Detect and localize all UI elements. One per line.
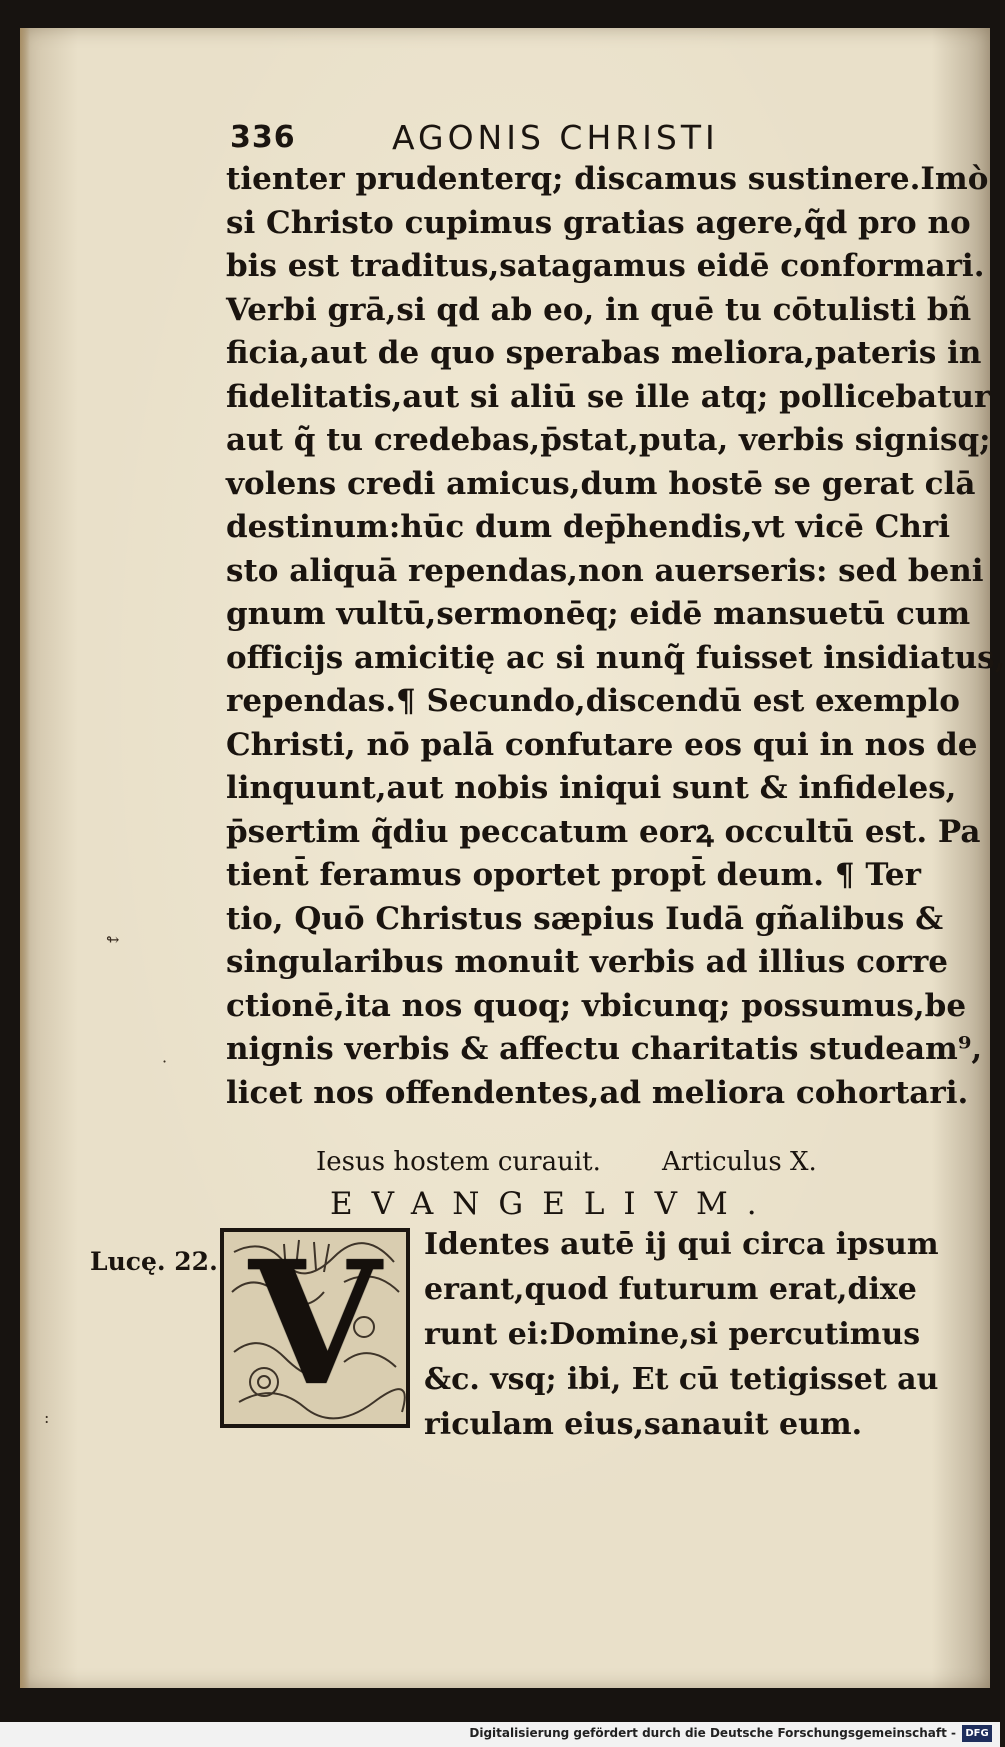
gospel-line: Identes autē ij qui circa ipsum: [424, 1227, 939, 1262]
running-head: AGONIS CHRISTI: [392, 118, 719, 157]
text-line: singularibus monuit verbis ad illius corre: [226, 944, 949, 980]
text-line: Christi, nō palā confutare eos qui in nos de: [226, 726, 978, 763]
text-line: volens credi amicus,dum hostē se gerat clā: [226, 465, 976, 502]
margin-note: Lucę. 22.: [90, 1247, 218, 1276]
text-line: tienter prudenterq; discamus sustinere.Imò: [226, 161, 989, 197]
text-line: tient̄ feramus oportet propt̄ deum. ¶ Ter: [226, 857, 921, 893]
digitization-credit: Digitalisierung gefördert durch die Deutsche Forschungsgemeinschaft -: [469, 1726, 956, 1740]
page-header: [230, 112, 930, 164]
text-line: aut q̃ tu credebas,p̄stat,puta, verbis signisq;: [226, 422, 991, 458]
ink-speck: ↬: [106, 930, 120, 949]
text-line: ctionē,ita nos quoq; vbicunq; possumus,be: [226, 987, 967, 1024]
ink-speck: ·: [162, 1052, 168, 1071]
section-title: Iesus hostem curauit.: [316, 1147, 601, 1177]
section-article-number: Articulus X.: [662, 1147, 817, 1177]
text-line: rependas.¶ Secundo,discendū est exemplo: [226, 683, 960, 719]
text-line: sto aliquā rependas,non auerseris: sed beni: [226, 552, 984, 589]
gospel-line: &c. vsq; ibi, Et cū tetigisset au: [424, 1362, 939, 1397]
decorated-initial: [220, 1224, 410, 1428]
footer-bar: [0, 1722, 1000, 1747]
body-text: [226, 158, 1005, 1115]
ink-speck: :: [44, 1408, 50, 1427]
gospel-line: riculam eius,sanauit eum.: [424, 1407, 863, 1442]
evangelium-label: EVANGELIVM.: [330, 1186, 776, 1222]
text-line: tio, Quō Christus sæpius Iudā gñalibus &: [226, 900, 944, 937]
text-line: fidelitatis,aut si aliū se ille atq; pollicebatur: [226, 378, 991, 415]
text-line: destinum:hūc dum dep̄hendis,vt vicē Chri: [226, 509, 951, 545]
initial-letter: V: [249, 1224, 381, 1424]
text-line: nignis verbis & affectu charitatis studeam⁹,: [226, 1031, 983, 1067]
text-line: ficia,aut de quo sperabas meliora,pateris in: [226, 335, 982, 371]
text-line: licet nos offendentes,ad meliora cohortari.: [226, 1074, 969, 1111]
text-line: p̄sertim q̃diu peccatum eorꝝ occultū est. Pa: [226, 813, 981, 850]
gospel-line: erant,quod futurum erat,dixe: [424, 1272, 917, 1307]
text-line: officijs amicitię ac si nunq̃ fuisset insidiatus,: [226, 639, 1005, 676]
dfg-logo: DFG: [962, 1725, 992, 1742]
section-heading: [226, 1147, 926, 1187]
page-number: 336: [230, 120, 296, 155]
gospel-text: [424, 1222, 939, 1447]
text-line: si Christo cupimus gratias agere,q̃d pro no: [226, 204, 971, 241]
text-line: Verbi grā,si qd ab eo, in quē tu cōtulisti bñ: [226, 291, 972, 328]
text-line: bis est traditus,satagamus eidē conformari.: [226, 248, 985, 284]
page-left-edge: [20, 28, 30, 1688]
gospel-line: runt ei:Domine,si percutimus: [424, 1317, 921, 1352]
text-line: gnum vultū,sermonēq; eidē mansuetū cum: [226, 596, 971, 632]
text-line: linquunt,aut nobis iniqui sunt & infideles,: [226, 770, 957, 806]
